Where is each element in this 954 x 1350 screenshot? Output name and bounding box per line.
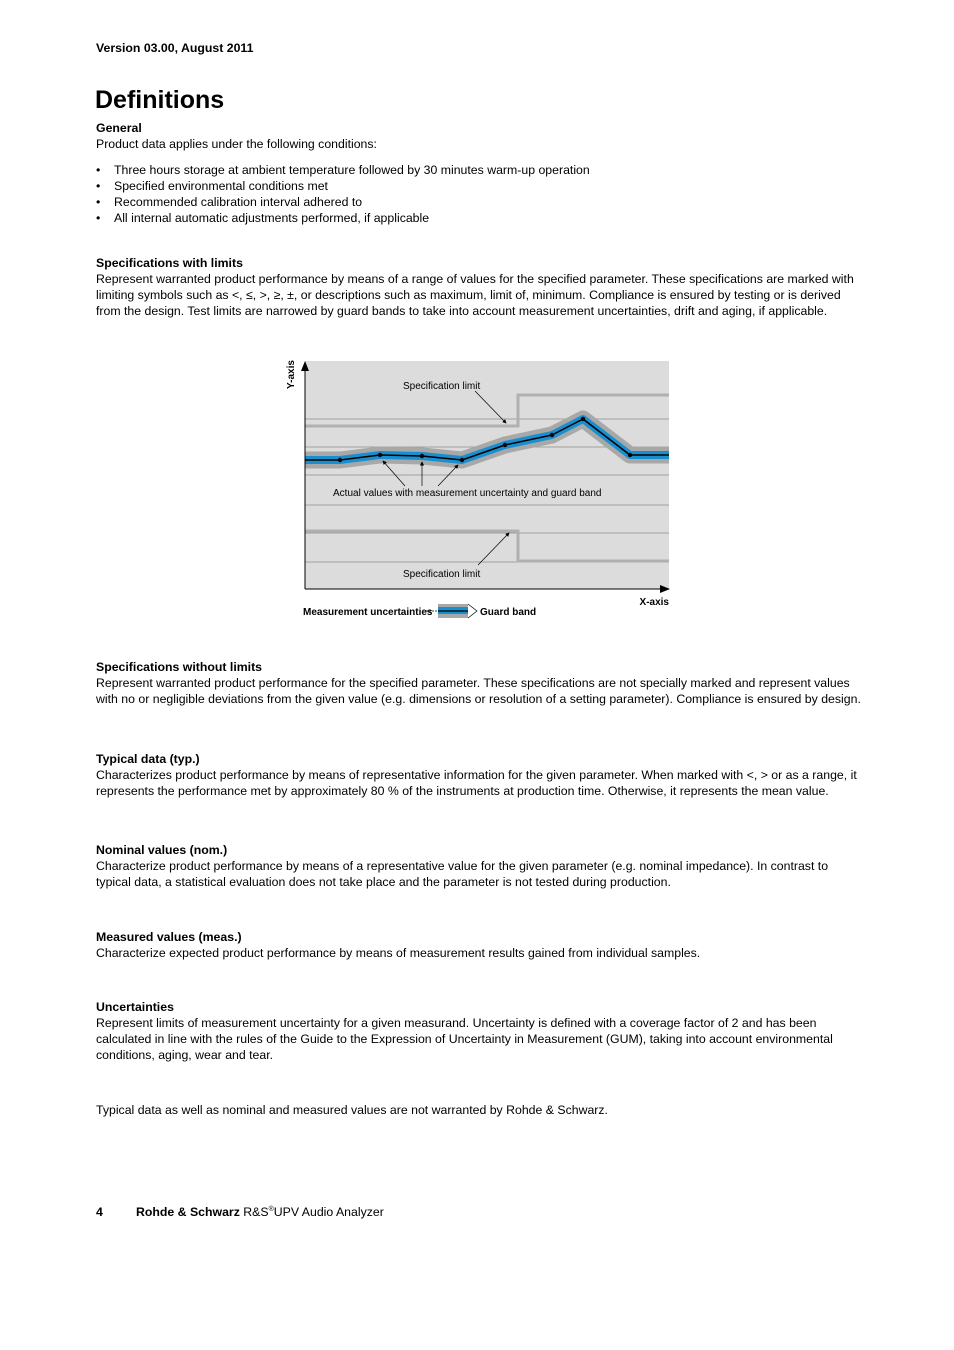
section-title: Uncertainties [96, 1000, 174, 1014]
upper-limit-label: Specification limit [403, 381, 481, 392]
section-body: Represent warranted product performance for the specified parameter. These specifications are not specially marked and represent values with no or negligible deviations from the given value (e.g. dimensions or resolution of a setting parameter). Compliance is ensured by design. [96, 676, 861, 706]
registered-mark: ® [268, 1206, 274, 1213]
section-title: General [96, 121, 142, 135]
y-axis-label: Y-axis [286, 360, 297, 389]
section-measured [96, 929, 866, 961]
footer-product-prefix: R&S [243, 1205, 269, 1219]
section-body: Represent limits of measurement uncertainty for a given measurand. Uncertainty is defined with a coverage factor of 2 and has been calculated in line with the rules of the Guide to the Expression of Uncertainty in Measurement (GUM), taking into account environmental conditions, aging, wear and tear. [96, 1016, 833, 1062]
section-typical [96, 751, 866, 799]
disclaimer [96, 1102, 866, 1118]
section-body: Characterizes product performance by means of representative information for the given parameter. When marked with <, > or as a range, it represents the performance met by approximately 80 % of the instruments at production time. Otherwise, it represents the mean value. [96, 768, 857, 798]
actual-values-label: Actual values with measurement uncertainty and guard band [333, 488, 602, 499]
section-spec-with-limits [96, 255, 866, 319]
section-body: Represent warranted product performance by means of a range of values for the specified parameter. These specifications are marked with limiting symbols such as <, ≤, >, ≥, ±, or descriptions such as maximum, limit of, minimum. Compliance is ensured by testing or is derived from the design. Test limits are narrowed by guard bands to take into account measurement uncertainties, drift and aging, if applicable. [96, 272, 854, 318]
footer-product-name: UPV Audio Analyzer [273, 1205, 384, 1219]
lower-limit-label: Specification limit [403, 569, 481, 580]
spec-limits-diagram [280, 355, 680, 625]
section-intro: Product data applies under the following conditions: [96, 137, 377, 151]
document-version: Version 03.00, August 2011 [96, 41, 254, 55]
section-title: Specifications without limits [96, 660, 263, 674]
list-item: • Specified environmental conditions met [96, 178, 866, 194]
section-body: Characterize expected product performance by means of measurement results gained from individual samples. [96, 946, 701, 960]
section-uncertainties [96, 999, 866, 1063]
section-title: Typical data (typ.) [96, 752, 200, 766]
list-item: • Three hours storage at ambient temperature followed by 30 minutes warm-up operation [96, 162, 866, 178]
page-footer [96, 1204, 384, 1220]
page-number: 4 [96, 1205, 103, 1219]
footer-company: Rohde & Schwarz [136, 1205, 240, 1219]
section-nominal [96, 842, 866, 890]
section-title: Nominal values (nom.) [96, 843, 228, 857]
disclaimer-text: Typical data as well as nominal and measured values are not warranted by Rohde & Schwarz. [96, 1103, 608, 1117]
legend-guard-band-label: Guard band [480, 607, 537, 618]
page-title: Definitions [95, 86, 225, 114]
spec-limits-figure [280, 355, 680, 625]
section-general [96, 120, 866, 226]
conditions-list [96, 162, 866, 226]
section-spec-without-limits [96, 659, 866, 707]
legend-uncertainties-label: Measurement uncertainties [303, 607, 433, 618]
section-title: Measured values (meas.) [96, 930, 242, 944]
x-axis-label: X-axis [639, 597, 669, 608]
section-title: Specifications with limits [96, 256, 243, 270]
section-body: Characterize product performance by means of a representative value for the given parameter (e.g. nominal impedance). In contrast to typical data, a statistical evaluation does not take place and the parameter is not tested during production. [96, 859, 829, 889]
list-item: • Recommended calibration interval adhered to [96, 194, 866, 210]
list-item: • All internal automatic adjustments performed, if applicable [96, 210, 866, 226]
